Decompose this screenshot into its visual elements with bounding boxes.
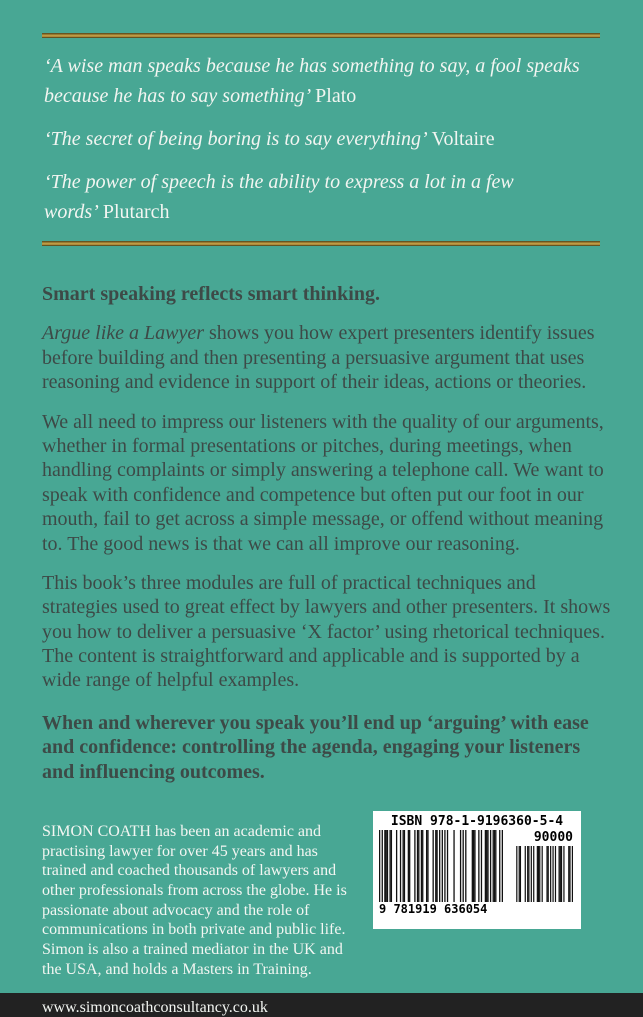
ean5-bars — [515, 846, 573, 902]
quote-plato — [44, 51, 610, 111]
book-title-italic: Argue like a Lawyer — [42, 322, 205, 345]
quote-author: Plutarch — [102, 201, 170, 223]
blurb-paragraph-1-text: shows you how expert presenters identify issues before building and then presenting a persuasive argument that uses reasoning and evidence in support of their ideas, actions or theories. — [42, 322, 595, 394]
barcode-digits: 9 781919 636054 — [379, 902, 488, 916]
ean13-barcode — [379, 830, 503, 916]
quote-author: Plato — [315, 85, 357, 107]
quote-text: ‘The secret of being boring is to say everything’ — [44, 128, 428, 150]
ean5-supplement-barcode — [515, 830, 575, 902]
quotes-section — [44, 51, 610, 227]
blurb-paragraph-3: This book’s three modules are full of practical techniques and strategies used to great effect by lawyers and other presenters. It shows you how to deliver a persuasive ‘X factor’ using rhetorical techniques. The content is straightforward and applicable and is supported by a wide range of helpful examples. — [42, 571, 611, 692]
website-url: www.simoncoathconsultancy.co.uk — [42, 999, 268, 1017]
bottom-gold-rule — [42, 241, 600, 246]
quote-text: ‘The power of speech is the ability to express a lot in a few words’ — [44, 171, 514, 223]
blurb-closing: When and wherever you speak you’ll end up ‘arguing’ with ease and confidence: controlling the agenda, engaging your listeners and influencing outcomes. — [42, 711, 589, 783]
quote-plutarch — [44, 167, 610, 227]
author-bio: SIMON COATH has been an academic and practising lawyer for over 45 years and has trained and coached thousands of lawyers and other professionals from across the globe. He is passionate about advocacy and the role of communications in both private and public life. Simon is also a trained mediator in the UK and the USA, and holds a Masters in Training. — [42, 823, 347, 978]
blurb-section — [42, 282, 612, 784]
blurb-paragraph-1 — [42, 321, 612, 394]
ean13-bars — [379, 830, 503, 902]
price-code: 90000 — [533, 830, 573, 845]
blurb-heading: Smart speaking reflects smart thinking. — [42, 283, 380, 305]
quote-voltaire — [44, 124, 610, 154]
isbn-label: ISBN 978-1-9196360-5-4 — [390, 814, 564, 829]
quote-author: Voltaire — [431, 128, 495, 150]
top-gold-rule — [42, 33, 600, 38]
blurb-paragraph-2: We all need to impress our listeners with the quality of our arguments, whether in formal presentations or pitches, during meetings, when handling complaints or simply answering a telephone call. We want to speak with confidence and competence but often put our foot in our mouth, fail to get across a simple message, or offend without meaning to. The good news is that we can all improve our reasoning. — [42, 410, 604, 555]
quote-text: ‘A wise man speaks because he has something to say, a fool speaks because he has to say something’ — [44, 55, 580, 107]
barcode-box — [373, 811, 581, 929]
